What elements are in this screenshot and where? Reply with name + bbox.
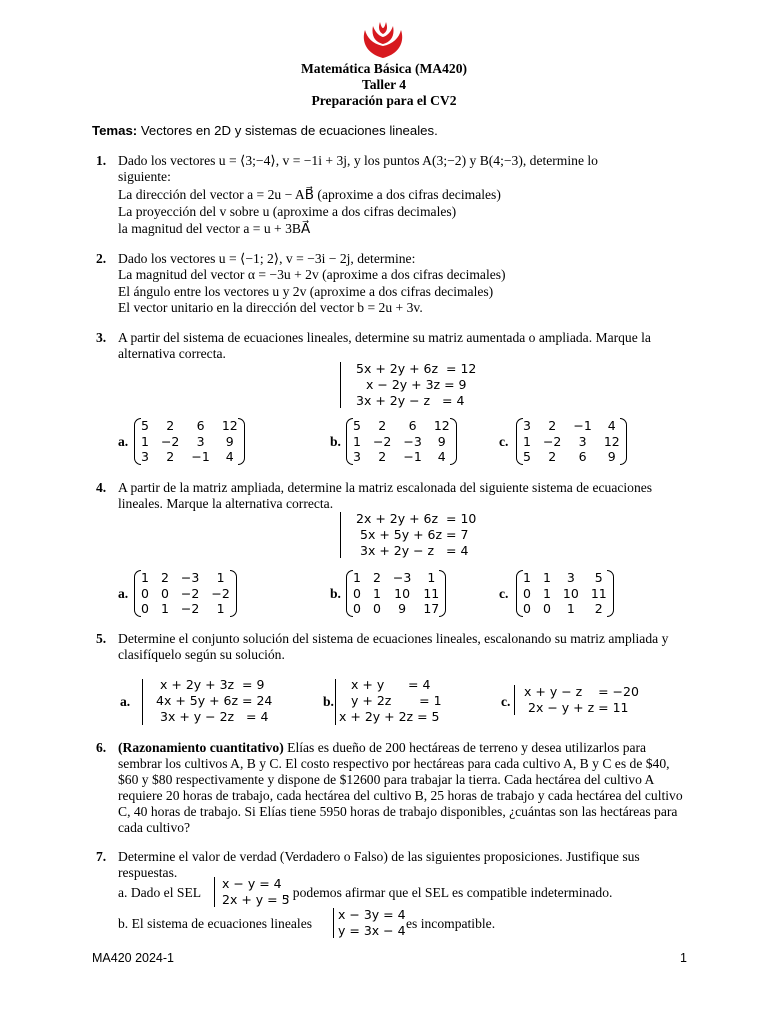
q5-a-label: a.: [120, 694, 131, 709]
q7-number: 7.: [96, 849, 107, 864]
q4-system-brace: [340, 512, 346, 558]
q3-option-b-label: b.: [330, 434, 341, 449]
q4-option-c-label: c.: [499, 586, 509, 601]
matrix-cell: −2: [372, 433, 392, 449]
q5-a-eq2: 4x + 5y + 6z = 24: [156, 693, 273, 708]
q2-number: 2.: [96, 251, 107, 266]
matrix-cell: 17: [423, 601, 440, 616]
matrix-cell: 9: [398, 601, 407, 616]
matrix-cell: −2: [542, 433, 562, 449]
q6-line5: C, 40 horas de trabajo. Si Elías tiene 5950 horas de trabajo disponibles, ¿cuántas son las hectáreas para: [118, 804, 678, 819]
matrix-cell: 1: [523, 433, 531, 449]
matrix-left-paren: [516, 418, 523, 465]
matrix-cell: 0: [372, 601, 381, 616]
q2-line1: Dado los vectores u = ⟨−1; 2⟩, v = −3i − 2j, determine:: [118, 251, 416, 266]
matrix-cell: 6: [408, 418, 417, 433]
matrix-cell: 2: [548, 449, 557, 464]
matrix-cell: 3: [196, 433, 205, 449]
matrix-cell: 2: [166, 449, 175, 464]
q3-option-c-matrix: [517, 418, 626, 465]
q4-option-b-label: b.: [330, 586, 341, 601]
matrix-row: [517, 434, 626, 450]
matrix-row: [517, 449, 626, 465]
matrix-row: [135, 418, 244, 434]
q1-item-a: La dirección del vector a = 2u − AB⃗ (aproxime a dos cifras decimales): [118, 187, 501, 202]
q3-option-b-matrix: [347, 418, 456, 465]
q7-line2: respuestas.: [118, 865, 178, 880]
matrix-cell: 10: [394, 585, 411, 601]
q4-line1: A partir de la matriz ampliada, determine la matriz escalonada del siguiente sistema de ecuaciones: [118, 480, 653, 495]
q3-eq1: 5x + 2y + 6z = 12: [356, 361, 477, 376]
course-title: Matemática Básica (MA420): [300, 61, 468, 76]
matrix-row: [347, 449, 456, 465]
q2-item-b: El ángulo entre los vectores u y 2v (aproxime a dos cifras decimales): [118, 284, 494, 299]
q1-line1: Dado los vectores u = ⟨3;−4⟩, v = −1i + 3j, y los puntos A(3;−2) y B(4;−3), determine lo: [118, 153, 598, 168]
matrix-cell: −2: [160, 433, 180, 449]
q7-item-a-pre: a. Dado el SEL: [118, 885, 202, 900]
q5-number: 5.: [96, 631, 107, 646]
matrix-right-paren: [439, 570, 446, 617]
matrix-cell: 12: [603, 433, 620, 449]
matrix-cell: 5: [594, 570, 603, 585]
matrix-cell: 10: [562, 585, 579, 601]
matrix-cell: 12: [221, 418, 238, 433]
matrix-row: [135, 434, 244, 450]
q5-a-eq1: x + 2y + 3z = 9: [160, 677, 265, 692]
matrix-left-paren: [516, 570, 523, 617]
q6-line4: requiere 20 horas de trabajo, cada hectárea del cultivo B, 25 horas de trabajo y cada hectárea del cultivo: [118, 788, 683, 803]
matrix-cell: 2: [372, 570, 381, 585]
q6-line6: cada cultivo?: [118, 820, 191, 835]
q7-a-eq1: x − y = 4: [222, 876, 282, 891]
matrix-cell: 0: [353, 585, 361, 601]
q5-line1: Determine el conjunto solución del sistema de ecuaciones lineales, escalonando su matriz ampliada y: [118, 631, 669, 646]
matrix-cell: 2: [594, 601, 603, 616]
q4-line2: lineales. Marque la alternativa correcta.: [118, 496, 334, 511]
q4-option-b-matrix: [347, 570, 445, 617]
q5-line2: clasifíquelo según su solución.: [118, 647, 285, 662]
q7-b-eq1: x − 3y = 4: [338, 907, 406, 922]
q3-line1: A partir del sistema de ecuaciones lineales, determine su matriz aumentada o ampliada. Marque la: [118, 330, 651, 345]
matrix-row: [347, 570, 445, 586]
matrix-cell: 0: [141, 601, 149, 616]
q4-option-c-matrix: [517, 570, 613, 617]
university-logo: [357, 18, 409, 60]
q5-b-eq1: x + y = 4: [351, 677, 431, 692]
matrix-cell: 2: [378, 418, 387, 433]
matrix-cell: −2: [211, 585, 230, 601]
q7-a-system: [222, 876, 290, 908]
q3-number: 3.: [96, 330, 107, 345]
q2-item-a: La magnitud del vector α = −3u + 2v (aproxime a dos cifras decimales): [118, 267, 506, 282]
q7-b-system: [338, 907, 406, 939]
matrix-cell: 5: [141, 418, 149, 433]
matrix-cell: 2: [548, 418, 557, 433]
matrix-cell: 3: [566, 570, 575, 585]
matrix-row: [517, 586, 613, 602]
q6-line2: sembrar los cultivos A, B y C. El costo respectivo por hectáreas para cada cultivo A, B y C es de $40,: [118, 756, 670, 771]
q5-b-label: b.: [323, 694, 334, 709]
matrix-cell: 11: [590, 585, 607, 601]
matrix-cell: 11: [423, 585, 440, 601]
matrix-cell: 6: [196, 418, 205, 433]
matrix-cell: 0: [523, 601, 531, 616]
q7-line1: Determine el valor de verdad (Verdadero o Falso) de las siguientes proposiciones. Justifique sus: [118, 849, 640, 864]
matrix-cell: 0: [160, 585, 169, 601]
matrix-row: [347, 586, 445, 602]
q4-eq2: 5x + 5y + 6z = 7: [360, 527, 469, 542]
q1-line2: siguiente:: [118, 169, 171, 184]
matrix-row: [517, 601, 613, 617]
matrix-row: [135, 586, 236, 602]
matrix-cell: 1: [353, 433, 361, 449]
q1-item-c: la magnitud del vector a = u + 3BA⃗: [118, 221, 311, 236]
matrix-cell: 1: [372, 585, 381, 601]
matrix-cell: 5: [353, 418, 361, 433]
matrix-cell: −1: [403, 449, 422, 464]
q6-line3: $60 y $80 respectivamente y dispone de $12600 para trabajar la tierra. Cada hectárea del cultivo A: [118, 772, 655, 787]
q6-bold-label: (Razonamiento cuantitativo): [118, 740, 284, 755]
matrix-right-paren: [450, 418, 457, 465]
matrix-cell: 6: [578, 449, 587, 464]
q7-a-eq2: 2x + y = 5: [222, 892, 290, 907]
q7-a-brace: [214, 877, 220, 907]
matrix-cell: 2: [378, 449, 387, 464]
q3-system: [356, 361, 476, 409]
matrix-cell: −1: [191, 449, 210, 464]
q4-number: 4.: [96, 480, 107, 495]
matrix-cell: 1: [566, 601, 575, 616]
matrix-cell: 0: [523, 585, 531, 601]
q3-option-c-label: c.: [499, 434, 509, 449]
matrix-cell: 1: [160, 601, 169, 616]
matrix-right-paren: [620, 418, 627, 465]
matrix-cell: 4: [607, 418, 616, 433]
q3-option-a-label: a.: [118, 434, 129, 449]
matrix-cell: 1: [427, 570, 436, 585]
matrix-cell: 1: [216, 601, 225, 616]
q1-number: 1.: [96, 153, 107, 168]
matrix-cell: 1: [523, 570, 531, 585]
q5-c-eq2: 2x − y + z = 11: [528, 700, 629, 715]
q6-line1-text: Elías es dueño de 200 hectáreas de terreno y desea utilizarlos para: [283, 740, 647, 755]
matrix-row: [517, 570, 613, 586]
matrix-cell: 3: [353, 449, 361, 464]
q5-b-eq2: y + 2z = 1: [351, 693, 442, 708]
q4-eq3: 3x + 2y − z = 4: [360, 543, 469, 558]
matrix-row: [135, 601, 236, 617]
matrix-cell: 5: [523, 449, 531, 464]
q4-eq1: 2x + 2y + 6z = 10: [356, 511, 477, 526]
q5-c-eq1: x + y − z = −20: [524, 684, 639, 699]
matrix-cell: −2: [180, 601, 200, 616]
q5-a-eq3: 3x + y − 2z = 4: [160, 709, 269, 724]
q3-system-brace: [340, 362, 346, 408]
matrix-cell: 3: [141, 449, 149, 464]
matrix-row: [135, 570, 236, 586]
matrix-cell: 1: [216, 570, 225, 585]
workshop-subtitle: Preparación para el CV2: [311, 93, 457, 108]
footer-course-code: MA420 2024-1: [92, 951, 175, 965]
matrix-cell: 9: [437, 433, 446, 449]
q5-c-label: c.: [501, 694, 511, 709]
matrix-row: [517, 418, 626, 434]
q6-line1: [118, 740, 694, 757]
q4-option-a-label: a.: [118, 586, 129, 601]
matrix-row: [347, 601, 445, 617]
matrix-cell: 1: [353, 570, 361, 585]
q4-option-a-matrix: [135, 570, 236, 617]
matrix-cell: −2: [180, 585, 200, 601]
matrix-cell: 0: [141, 585, 149, 601]
matrix-left-paren: [346, 570, 353, 617]
q5-c-system: [524, 684, 639, 716]
matrix-cell: 9: [225, 433, 234, 449]
matrix-right-paren: [238, 418, 245, 465]
q7-item-b-post: es incompatible.: [406, 916, 496, 931]
q3-eq2: x − 2y + 3z = 9: [366, 377, 467, 392]
matrix-cell: −3: [392, 570, 412, 585]
q5-b-eq3: x + 2y + 2z = 5: [339, 709, 440, 724]
q6-number: 6.: [96, 740, 107, 755]
matrix-cell: 4: [225, 449, 234, 464]
footer-page-number: 1: [680, 951, 687, 965]
themes-line: [92, 123, 438, 140]
matrix-cell: 3: [578, 433, 587, 449]
q2-item-c: El vector unitario en la dirección del vector b = 2u + 3v.: [118, 300, 423, 315]
matrix-cell: 1: [141, 570, 149, 585]
matrix-cell: 1: [141, 433, 149, 449]
q7-b-eq2: y = 3x − 4: [338, 923, 406, 938]
matrix-cell: −1: [573, 418, 592, 433]
matrix-right-paren: [607, 570, 614, 617]
q5-a-brace: [142, 679, 148, 725]
q5-c-brace: [514, 685, 520, 715]
matrix-cell: 1: [542, 570, 551, 585]
q3-option-a-matrix: [135, 418, 244, 465]
matrix-row: [347, 434, 456, 450]
workshop-title: Taller 4: [361, 77, 407, 92]
q7-item-a-post: , podemos afirmar que el SEL es compatible indeterminado.: [286, 885, 613, 900]
q5-b-system: [339, 677, 442, 725]
q3-eq3: 3x + 2y − z = 4: [356, 393, 465, 408]
matrix-cell: −3: [403, 433, 422, 449]
matrix-right-paren: [230, 570, 237, 617]
matrix-cell: 2: [166, 418, 175, 433]
matrix-row: [135, 449, 244, 465]
matrix-left-paren: [346, 418, 353, 465]
matrix-left-paren: [134, 570, 141, 617]
matrix-cell: 12: [433, 418, 450, 433]
matrix-cell: −3: [180, 570, 200, 585]
q5-a-system: [156, 677, 272, 725]
themes-label: Temas:: [92, 123, 138, 138]
matrix-cell: 4: [437, 449, 446, 464]
matrix-cell: 2: [160, 570, 169, 585]
themes-text: Vectores en 2D y sistemas de ecuaciones lineales.: [137, 123, 438, 138]
q7-item-b-pre: b. El sistema de ecuaciones lineales: [118, 916, 313, 931]
matrix-cell: 9: [607, 449, 616, 464]
matrix-cell: 1: [542, 585, 551, 601]
q1-item-b: La proyección del v sobre u (aproxime a dos cifras decimales): [118, 204, 457, 219]
q4-system: [356, 511, 476, 559]
q3-line2: alternativa correcta.: [118, 346, 226, 361]
matrix-left-paren: [134, 418, 141, 465]
matrix-cell: 0: [353, 601, 361, 616]
matrix-cell: 3: [523, 418, 531, 433]
matrix-row: [347, 418, 456, 434]
matrix-cell: 0: [542, 601, 551, 616]
